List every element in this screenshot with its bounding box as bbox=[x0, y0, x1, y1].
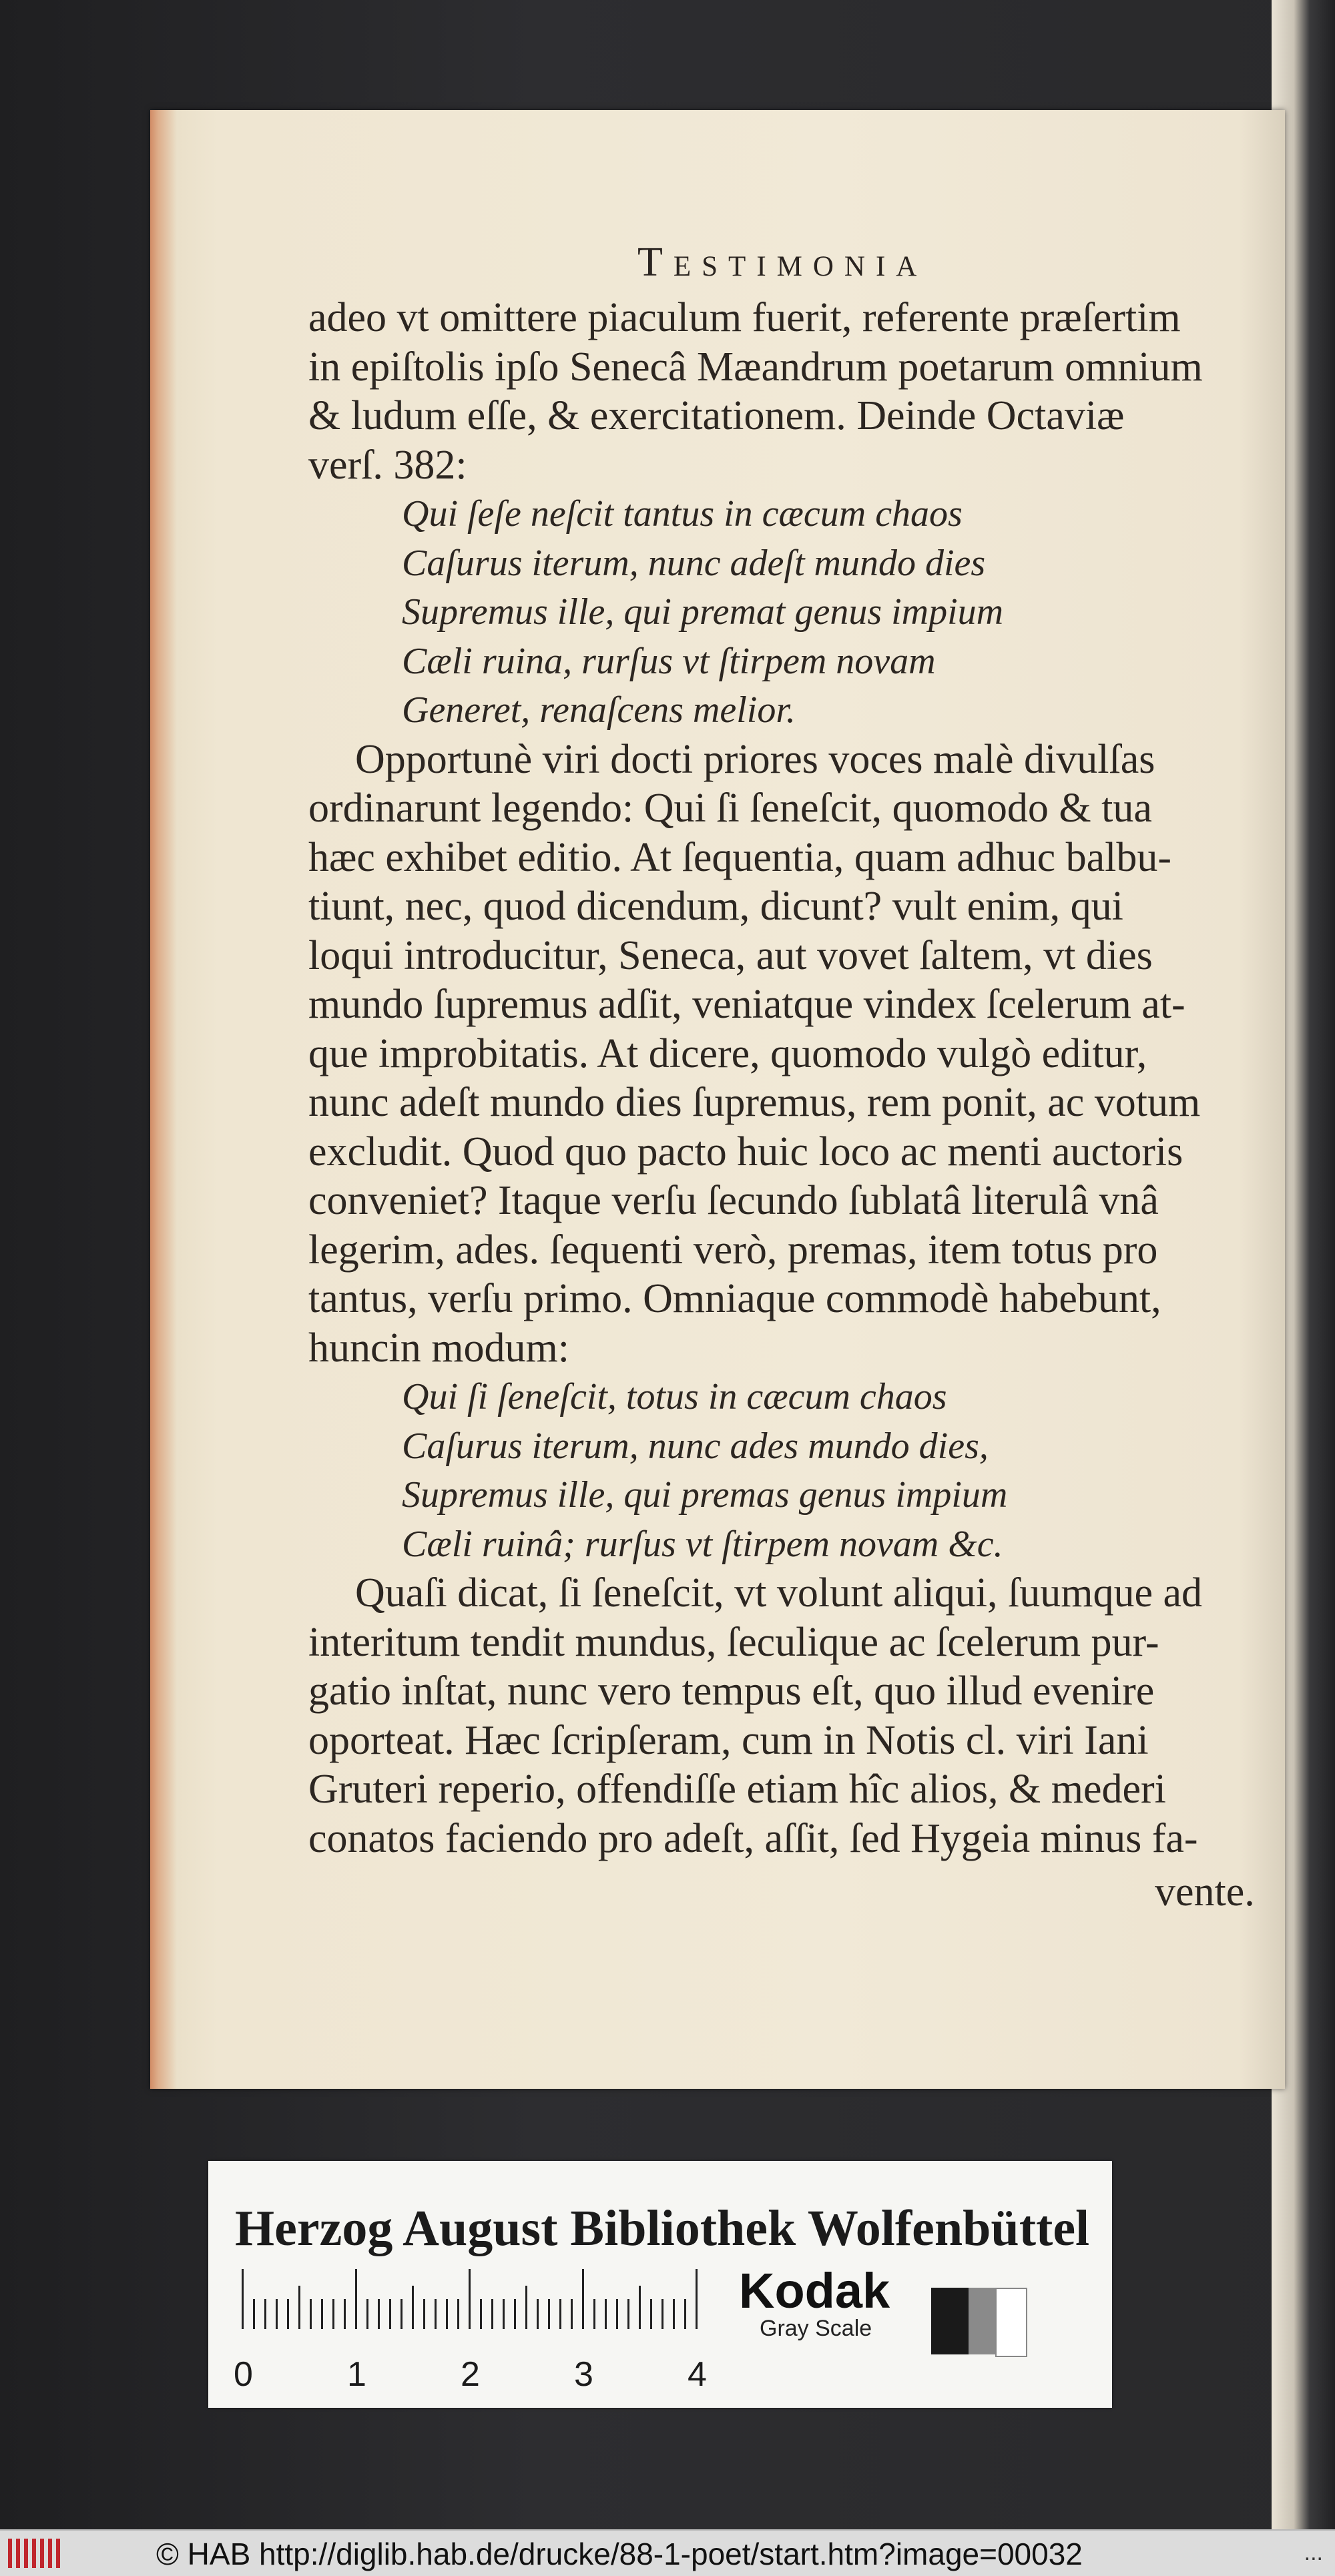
ruler-tick bbox=[457, 2299, 459, 2329]
ruler-tick bbox=[412, 2286, 414, 2329]
text-line: Cæli ruinâ; rurſus vt ſtirpem novam &c. bbox=[402, 1523, 1003, 1565]
ruler-number: 3 bbox=[574, 2355, 593, 2394]
text-line: Qui ſi ſeneſcit, totus in cæcum chaos bbox=[402, 1376, 947, 1417]
ruler-tick bbox=[287, 2299, 289, 2329]
brand-subtitle: Gray Scale bbox=[760, 2316, 872, 2341]
ruler-tick bbox=[537, 2299, 539, 2329]
ruler-tick bbox=[582, 2269, 584, 2329]
gray-patch-mid bbox=[969, 2288, 995, 2354]
ruler-tick bbox=[310, 2299, 312, 2329]
gray-patch-light bbox=[995, 2288, 1027, 2357]
text-line: Caſurus iterum, nunc adeſt mundo dies bbox=[402, 542, 986, 584]
ruler-tick bbox=[593, 2299, 595, 2329]
ruler-tick bbox=[332, 2299, 334, 2329]
ruler-tick bbox=[650, 2299, 652, 2329]
text-line: tiunt, nec, quod dicendum, dicunt? vult enim, qui bbox=[308, 884, 1123, 929]
text-line: Generet, renaſcens melior. bbox=[402, 689, 796, 731]
text-line: & ludum eſſe, & exercitationem. Deinde Octaviæ bbox=[308, 393, 1125, 438]
ruler-tick bbox=[661, 2299, 663, 2329]
ruler-tick bbox=[298, 2286, 300, 2329]
ruler-tick bbox=[616, 2299, 618, 2329]
ruler-tick bbox=[559, 2299, 561, 2329]
text-line: Cæli ruina, rurſus vt ſtirpem novam bbox=[402, 640, 936, 682]
text-line: loqui introducitur, Seneca, aut vovet ſaltem, vt dies bbox=[308, 932, 1153, 978]
text-line: adeo vt omittere piaculum fuerit, referente præſertim bbox=[308, 295, 1181, 340]
text-line: Supremus ille, qui premas genus impium bbox=[402, 1474, 1008, 1516]
text-line: ordinarunt legendo: Qui ſi ſeneſcit, quomodo & tua bbox=[308, 785, 1152, 831]
ruler-tick bbox=[639, 2286, 641, 2329]
text-line: excludit. Quod quo pacto huic loco ac menti auctoris bbox=[308, 1129, 1183, 1175]
text-line: hæc exhibet editio. At ſequentia, quam adhuc balbu- bbox=[308, 834, 1172, 880]
text-line: gatio inſtat, nunc vero tempus eſt, quo illud evenire bbox=[308, 1668, 1155, 1714]
ruler-tick bbox=[264, 2299, 266, 2329]
ruler-tick bbox=[480, 2299, 482, 2329]
text-line: que improbitatis. At dicere, quomodo vulgò editur, bbox=[308, 1030, 1147, 1076]
text-line: Qui ſeſe neſcit tantus in cæcum chaos bbox=[402, 493, 963, 535]
text-line: oporteat. Hæc ſcripſeram, cum in Notis cl. viri Iani bbox=[308, 1717, 1149, 1763]
ruler-tick bbox=[605, 2299, 607, 2329]
text-line: in epiſtolis ipſo Senecâ Mæandrum poetarum omnium bbox=[308, 344, 1203, 390]
ruler-tick bbox=[525, 2286, 527, 2329]
viewer-footer bbox=[0, 2529, 1335, 2576]
running-head: Testimonia bbox=[637, 240, 928, 285]
ruler-tick bbox=[253, 2299, 255, 2329]
more-menu-icon[interactable]: ... bbox=[1304, 2540, 1323, 2565]
ruler-tick bbox=[446, 2299, 448, 2329]
ruler-number: 0 bbox=[234, 2355, 253, 2394]
ruler-tick bbox=[423, 2299, 425, 2329]
library-name: Herzog August Bibliothek Wolfenbüttel bbox=[235, 2200, 1090, 2256]
text-line: verſ. 382: bbox=[308, 442, 467, 488]
ruler-tick bbox=[366, 2299, 368, 2329]
copyright-link[interactable]: © HAB http://diglib.hab.de/drucke/88-1-poet/start.htm?image=00032 bbox=[156, 2537, 1083, 2571]
gray-patch-dark bbox=[931, 2288, 969, 2354]
text-line: nunc adeſt mundo dies ſupremus, rem ponit, ac votum bbox=[308, 1080, 1201, 1125]
text-line: tantus, verſu primo. Omniaque commodè habebunt, bbox=[308, 1276, 1161, 1321]
text-line: interitum tendit mundus, ſeculique ac ſcelerum pur- bbox=[308, 1619, 1159, 1665]
ruler-tick bbox=[627, 2299, 629, 2329]
text-line: conatos faciendo pro adeſt, aſſit, ſed Hygeia minus fa- bbox=[308, 1815, 1198, 1861]
brand-logo: Kodak bbox=[739, 2263, 890, 2318]
text-line: Opportunè viri docti priores voces malè divulſas bbox=[355, 736, 1155, 782]
ruler-tick bbox=[491, 2299, 493, 2329]
ruler-tick bbox=[276, 2299, 278, 2329]
ruler-number: 4 bbox=[688, 2355, 707, 2394]
ruler-number: 2 bbox=[461, 2355, 480, 2394]
ruler-tick bbox=[571, 2299, 573, 2329]
text-line: legerim, ades. ſequenti verò, premas, item totus pro bbox=[308, 1227, 1158, 1273]
ruler-tick bbox=[548, 2299, 550, 2329]
text-line: Supremus ille, qui premat genus impium bbox=[402, 591, 1004, 633]
catchword: vente. bbox=[1155, 1869, 1255, 1915]
text-line: Quaſi dicat, ſi ſeneſcit, vt volunt aliqui, ſuumque ad bbox=[355, 1570, 1203, 1616]
ruler-tick bbox=[378, 2299, 380, 2329]
ruler-tick bbox=[469, 2269, 471, 2329]
text-line: mundo ſupremus adſit, veniatque vindex ſcelerum at- bbox=[308, 982, 1185, 1027]
ruler-tick bbox=[344, 2299, 346, 2329]
text-line: huncin modum: bbox=[308, 1325, 569, 1371]
ruler-tick bbox=[696, 2269, 698, 2329]
ruler-tick bbox=[514, 2299, 516, 2329]
color-calibration-card bbox=[208, 2161, 1112, 2408]
ruler-tick bbox=[684, 2299, 686, 2329]
ruler-tick bbox=[389, 2299, 391, 2329]
hab-logo-icon bbox=[8, 2539, 60, 2568]
ruler-number: 1 bbox=[347, 2355, 366, 2394]
ruler-tick bbox=[435, 2299, 437, 2329]
ruler-tick bbox=[321, 2299, 323, 2329]
ruler-tick bbox=[400, 2299, 403, 2329]
text-line: Caſurus iterum, nunc ades mundo dies, bbox=[402, 1425, 989, 1467]
text-line: conveniet? Itaque verſu ſecundo ſublatâ literulâ vnâ bbox=[308, 1178, 1159, 1223]
text-line: Gruteri reperio, offendiſſe etiam hîc alios, & mederi bbox=[308, 1766, 1166, 1812]
ruler-tick bbox=[242, 2269, 244, 2329]
ruler-tick bbox=[503, 2299, 505, 2329]
ruler-tick bbox=[355, 2269, 357, 2329]
ruler-tick bbox=[673, 2299, 675, 2329]
page-edge-stain bbox=[150, 110, 177, 2089]
measurement-ruler bbox=[242, 2276, 696, 2349]
